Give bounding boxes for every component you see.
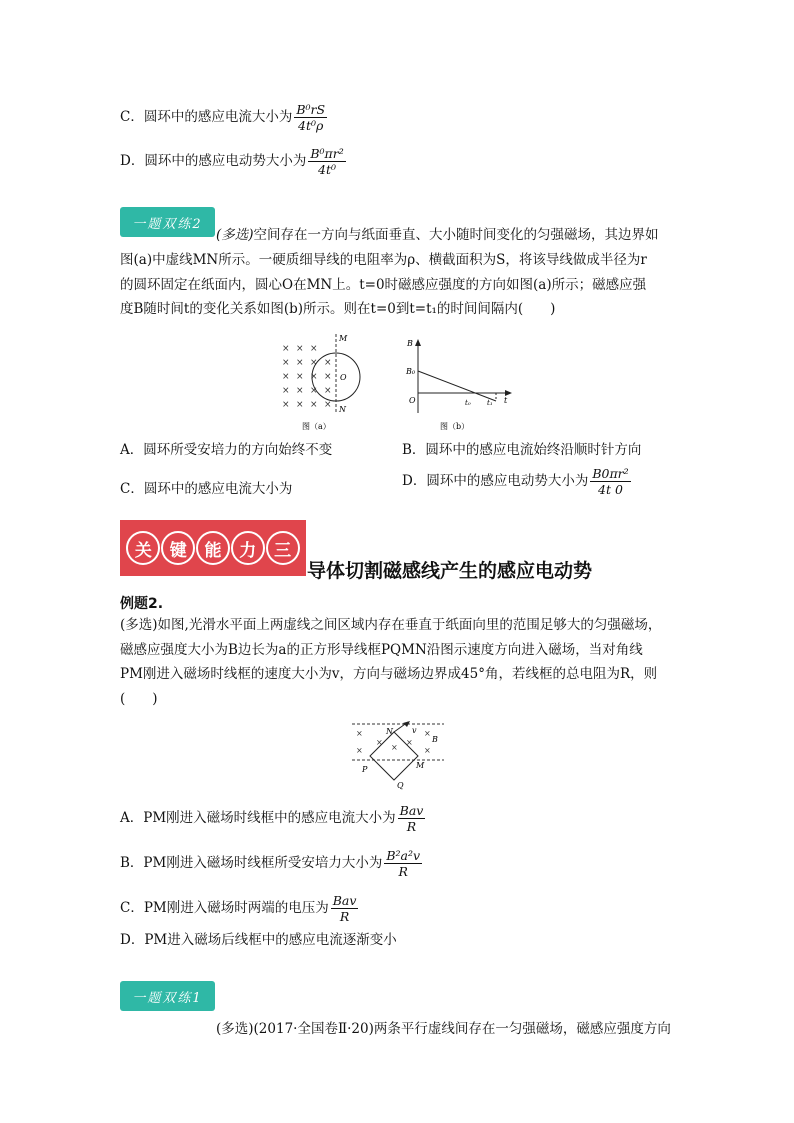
label-b: B (407, 339, 413, 348)
option-d (402, 466, 631, 497)
stem-line: PM刚进入磁场时线框的速度大小为v，方向与磁场边界成45°角，若线框的总电阻为R，则 (120, 666, 658, 682)
option-c-top (120, 102, 327, 133)
option-d-top (120, 146, 346, 177)
svg-text:×: × (282, 372, 290, 382)
fraction-denominator: 4t 0 (598, 482, 623, 497)
svg-text:×: × (282, 400, 290, 410)
svg-text:×: × (391, 743, 398, 752)
badge-label: 一题双练1 (132, 990, 203, 1006)
fraction (590, 466, 630, 497)
label-n: N (339, 405, 346, 414)
fraction-denominator: R (398, 864, 408, 879)
stem-line: (多选)如图,光滑水平面上两虚线之间区域内存在垂直于纸面向里的范围足够大的匀强磁场， (120, 617, 662, 633)
example2-option-b (120, 848, 422, 879)
magnetic-field-crosses (282, 344, 332, 410)
example2-option-c (120, 893, 358, 924)
label-v: v (412, 726, 417, 735)
svg-text:×: × (310, 344, 318, 354)
square-frame-figure (350, 720, 446, 792)
practice1-first-line: (多选)(2017·全国卷Ⅱ·20)两条平行虚线间存在一匀强磁场，磁感应强度方向 (216, 1021, 671, 1037)
fraction (331, 893, 359, 924)
fraction (398, 803, 426, 834)
section-heading: 导体切割磁感线产生的感应电动势 (307, 560, 593, 582)
banner-char: 键 (161, 531, 195, 565)
banner-char: 三 (266, 531, 300, 565)
label-m: M (339, 334, 348, 343)
svg-text:×: × (424, 729, 431, 738)
svg-text:×: × (356, 729, 363, 738)
banner-char: 关 (126, 531, 160, 565)
label-n: N (386, 727, 393, 736)
svg-text:×: × (324, 386, 332, 396)
option-text: D．圆环中的感应电动势大小为 (402, 473, 589, 489)
label-t0: t₀ (465, 399, 471, 407)
fraction (294, 102, 327, 133)
caption-a: 图（a） (302, 422, 331, 431)
svg-text:×: × (296, 400, 304, 410)
svg-text:×: × (406, 738, 413, 747)
figure-a (278, 332, 370, 432)
fraction-numerator: Bav (332, 893, 357, 908)
figure-b (404, 337, 516, 432)
label-q: Q (397, 781, 404, 790)
svg-text:×: × (310, 358, 318, 368)
fraction-numerator: B⁰πr² (310, 146, 344, 161)
svg-text:×: × (324, 400, 332, 410)
label-o: O (409, 396, 416, 405)
label-b: B (432, 735, 438, 744)
option-b: B．圆环中的感应电流始终沿顺时针方向 (402, 442, 642, 458)
stem-line: 度B随时间t的变化关系如图(b)所示。则在t=0到t=t₁的时间间隔内( ) (120, 301, 556, 317)
example2-stem (120, 613, 680, 711)
fraction (308, 146, 345, 177)
stem-line: 图(a)中虚线MN所示。一硬质细导线的电阻率为ρ、横截面积为S，将该导线做成半径为r (120, 252, 647, 268)
option-text: D．圆环中的感应电动势大小为 (120, 153, 307, 169)
svg-text:×: × (376, 738, 383, 747)
stem-line: 磁感应强度大小为B边长为a的正方形导线框PQMN沿图示速度方向进入磁场，当对角线 (120, 641, 643, 658)
banner-char: 力 (231, 531, 265, 565)
example2-option-d: D．PM进入磁场后线框中的感应电流逐渐变小 (120, 932, 397, 948)
svg-text:×: × (424, 746, 431, 755)
svg-text:×: × (282, 386, 290, 396)
example2-option-a (120, 803, 425, 834)
svg-text:×: × (282, 344, 290, 354)
fraction (384, 848, 422, 879)
b-line (418, 371, 496, 401)
option-text: A．PM刚进入磁场时线框中的感应电流大小为 (120, 810, 396, 826)
option-text: B．PM刚进入磁场时线框所受安培力大小为 (120, 855, 383, 871)
svg-text:×: × (310, 372, 318, 382)
option-c: C．圆环中的感应电流大小为 (120, 481, 293, 497)
option-text: C．圆环中的感应电流大小为 (120, 109, 293, 125)
fraction-numerator: B²a²v (386, 848, 421, 863)
stem-line: 空间存在一方向与纸面垂直、大小随时间变化的匀强磁场，其边界如 (253, 227, 659, 243)
example-title: 例题2. (120, 596, 164, 612)
practice2-stem (120, 248, 680, 322)
stem-line: 的圆环固定在纸面内，圆心O在MN上。t=0时磁感应强度的方向如图(a)所示；磁感应强 (120, 276, 647, 293)
option-a: A．圆环所受安培力的方向始终不变 (120, 442, 333, 458)
label-m: M (416, 761, 425, 770)
svg-text:×: × (310, 400, 318, 410)
label-t: t (504, 396, 508, 405)
fraction-numerator: B⁰rS (296, 102, 326, 117)
label-b0: B₀ (406, 367, 416, 376)
svg-text:×: × (296, 386, 304, 396)
practice-badge (120, 981, 215, 1011)
option-text: C．PM刚进入磁场时两端的电压为 (120, 900, 329, 916)
stem-line: ( ) (120, 690, 158, 707)
fraction-denominator: R (406, 819, 417, 834)
fraction-denominator: 4t⁰ρ (298, 118, 324, 133)
svg-text:×: × (282, 358, 290, 368)
svg-text:×: × (324, 358, 332, 368)
label-o: O (340, 373, 347, 382)
svg-text:×: × (310, 386, 318, 396)
key-ability-banner (120, 520, 306, 576)
label-p: P (362, 765, 368, 774)
svg-text:×: × (296, 358, 304, 368)
fraction-denominator: R (339, 909, 350, 924)
badge-label: 一题双练2 (132, 216, 203, 232)
practice-badge (120, 207, 215, 237)
fraction-numerator: Bav (399, 803, 424, 818)
label-t1: t₁ (487, 399, 493, 407)
fraction-denominator: 4t⁰ (318, 162, 337, 177)
fraction-numerator: B0πr² (592, 466, 629, 481)
practice2-first-line (216, 223, 659, 248)
y-arrow (415, 339, 421, 346)
svg-text:×: × (324, 372, 332, 382)
caption-b: 图（b） (440, 422, 470, 431)
banner-char: 能 (196, 531, 230, 565)
svg-text:×: × (356, 746, 363, 755)
multi-choice-tag: (多选) (216, 227, 254, 243)
svg-text:×: × (296, 372, 304, 382)
svg-text:×: × (296, 344, 304, 354)
